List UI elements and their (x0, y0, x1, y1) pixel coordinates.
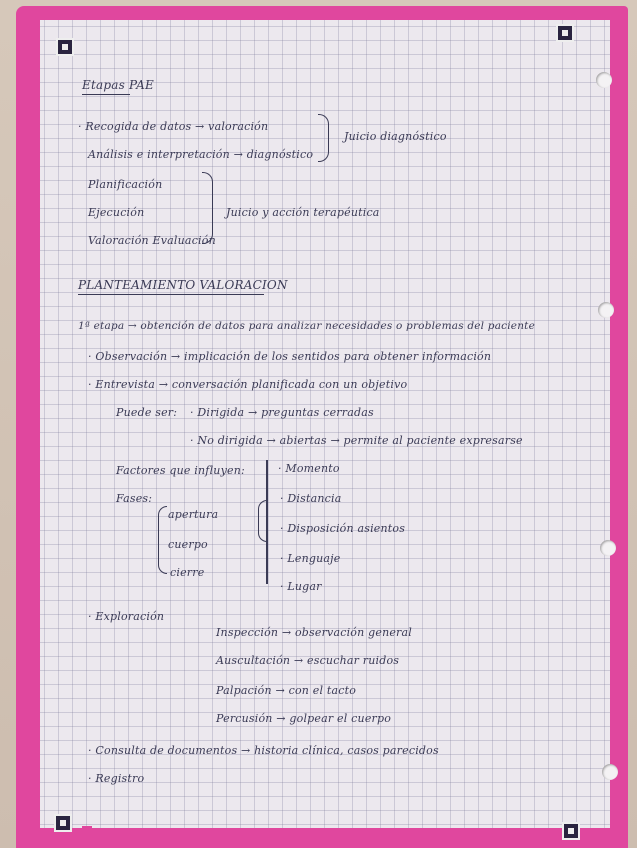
factor-lenguaje: · Lenguaje (280, 552, 341, 565)
stage-line-1: · Recogida de datos → valoración (78, 120, 269, 133)
punch-hole (596, 72, 612, 88)
factores-label: Factores que influyen: (116, 464, 245, 477)
puede-ser-label: Puede ser: (116, 406, 178, 419)
factor-momento: · Momento (278, 462, 340, 475)
stage-line-2: Análisis e interpretación → diagnóstico (88, 148, 314, 161)
consulta-line: · Consulta de documentos → historia clínica, casos parecidos (88, 744, 439, 757)
stage-line-4: Ejecución (88, 206, 145, 219)
section-heading: PLANTEAMIENTO VALORACION (78, 278, 288, 292)
observacion-line: · Observación → implicación de los sentidos para obtener información (88, 350, 492, 363)
fase-cuerpo: cuerpo (168, 538, 208, 551)
fases-label: Fases: (116, 492, 153, 505)
corner-marker-icon (54, 814, 72, 832)
palpacion-line: Palpación → con el tacto (216, 684, 357, 697)
factor-distancia: · Distancia (280, 492, 342, 505)
juicio-accion-label: Juicio y acción terapéutica (226, 206, 380, 219)
page-title: Etapas PAE (82, 78, 154, 92)
right-brace (318, 114, 329, 162)
heading-underline (78, 294, 264, 295)
punch-hole (600, 540, 616, 556)
stage-line-3: Planificación (88, 178, 163, 191)
corner-marker-icon (56, 38, 74, 56)
factor-disposicion: · Disposición asientos (280, 522, 406, 535)
inspeccion-line: Inspección → observación general (216, 626, 412, 639)
factor-lugar: · Lugar (280, 580, 322, 593)
step-1-line: 1ª etapa → obtención de datos para analizar necesidades o problemas del paciente (78, 320, 535, 332)
pink-square-marker (538, 832, 548, 842)
percusion-line: Percusión → golpear el cuerpo (216, 712, 392, 725)
pink-square-marker (82, 826, 92, 836)
no-dirigida-line: · No dirigida → abiertas → permite al paciente expresarse (190, 434, 523, 447)
punch-hole (602, 764, 618, 780)
entrevista-line: · Entrevista → conversación planificada con un objetivo (88, 378, 408, 391)
fase-apertura: apertura (168, 508, 219, 521)
right-brace (202, 172, 213, 244)
punch-hole (598, 302, 614, 318)
juicio-diagnostico-label: Juicio diagnóstico (344, 130, 447, 143)
corner-marker-icon (556, 24, 574, 42)
title-underline (82, 94, 130, 95)
left-brace (158, 506, 167, 574)
left-brace (258, 500, 267, 542)
registro-line: · Registro (88, 772, 145, 785)
auscultacion-line: Auscultación → escuchar ruidos (216, 654, 400, 667)
stage-line-5: Valoración Evaluación (88, 234, 216, 247)
exploracion-line: · Exploración (88, 610, 165, 623)
corner-marker-icon (562, 822, 580, 840)
fase-cierre: cierre (170, 566, 205, 579)
dirigida-line: · Dirigida → preguntas cerradas (190, 406, 374, 419)
